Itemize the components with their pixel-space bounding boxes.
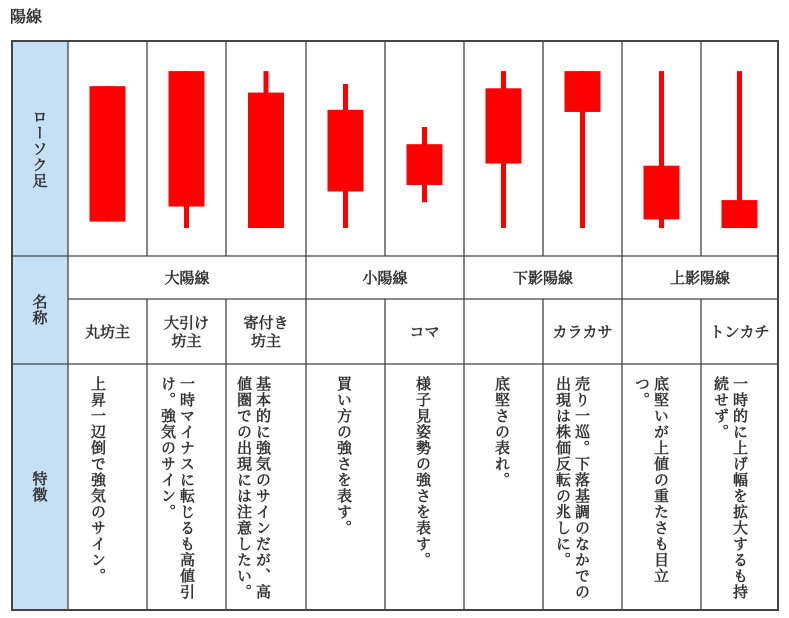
row-label-candle: ローソク足	[30, 108, 49, 189]
feature-text: 上昇一辺倒で強気のサイン。	[89, 376, 107, 584]
feature-text: 買い方の強さを表す。	[335, 376, 353, 536]
candle-body	[248, 93, 284, 228]
candle-body	[644, 166, 680, 220]
feature-text: 底堅さの表れ。	[493, 376, 511, 488]
candles	[90, 71, 758, 228]
row-label-feature: 特徴	[30, 471, 49, 503]
candle-name	[147, 299, 226, 364]
row-label-name: 名称	[30, 294, 49, 326]
feature-text: 底堅いが上値の重たさも目立つ。	[633, 376, 670, 584]
candle-name	[226, 299, 306, 364]
candle-name-text: 大引け坊主	[163, 313, 209, 350]
feature-text: 売り一巡。下落基調のなかでの出現は株価反転の兆しに。	[554, 376, 591, 600]
feature-text: 一時的に上げ幅を拡大するも持続せず。	[712, 376, 749, 600]
group-header: 大陽線	[164, 268, 210, 287]
group-header: 下影陽線	[512, 268, 573, 287]
feature-text: 一時マイナスに転じるも高値引け。強気のサイン。	[159, 376, 196, 600]
candle-body	[565, 71, 601, 112]
candle-name	[464, 299, 543, 364]
candle-name: カラカサ	[552, 322, 613, 341]
feature-text: 様子見姿勢の強さを表す。	[414, 376, 432, 568]
group-header: 上影陽線	[669, 268, 730, 287]
candle-name: 丸坊主	[84, 322, 130, 341]
candle-name	[306, 299, 385, 364]
candle-body	[328, 110, 364, 192]
candle-name-text: 寄付き坊主	[243, 313, 289, 350]
candle-name: コマ	[409, 322, 440, 341]
page-title: 陽線	[10, 7, 43, 26]
candle-body	[407, 144, 443, 185]
feature-text: 基本的に強気のサインだが、高値圏での出現には注意したい。	[235, 376, 272, 600]
candle-body	[90, 86, 126, 221]
candle-name: トンカチ	[709, 322, 770, 341]
candle-body	[169, 71, 205, 206]
group-header: 小陽線	[362, 268, 408, 287]
candle-body	[722, 200, 758, 228]
candle-name	[622, 299, 701, 364]
candle-body	[486, 88, 522, 163]
